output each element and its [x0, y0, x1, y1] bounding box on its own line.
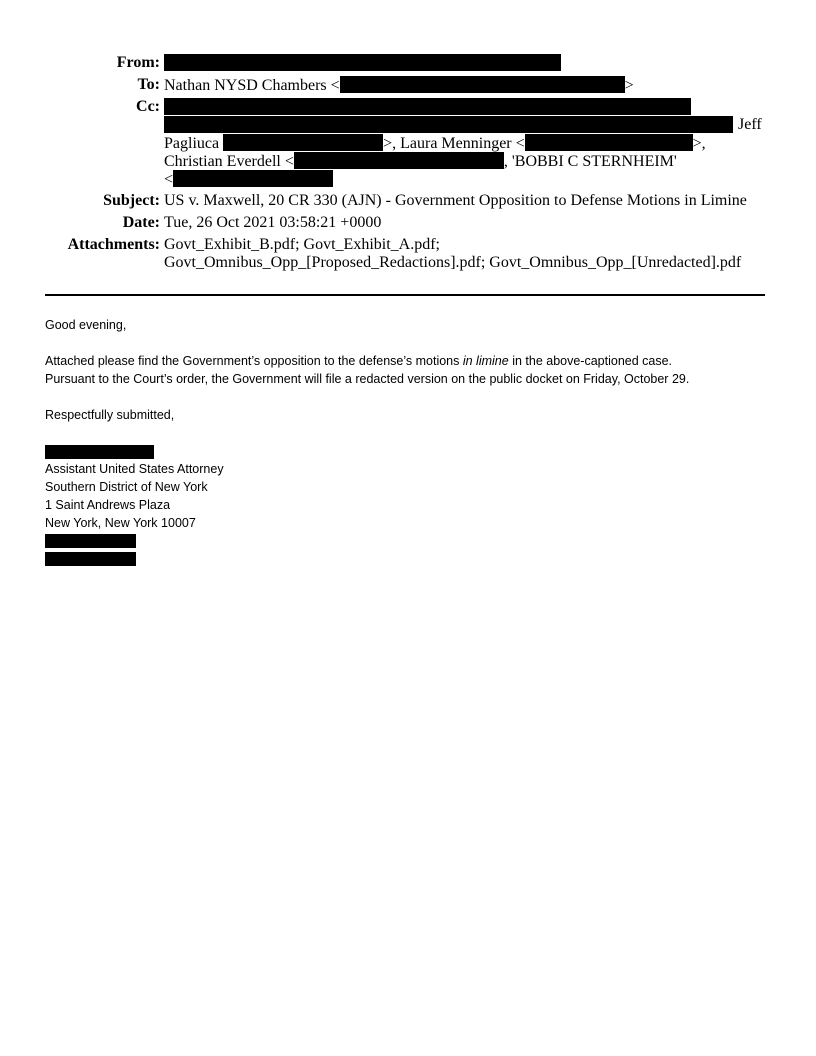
attachments-line1: Govt_Exhibit_B.pdf; Govt_Exhibit_A.pdf; [164, 236, 440, 253]
redacted-cc-line2 [164, 116, 733, 133]
redacted-bobbi-email [173, 170, 333, 187]
cc-pagliuca: Pagliuca [164, 135, 220, 152]
redacted-cc-line1 [164, 98, 691, 115]
header-divider [45, 294, 765, 296]
redacted-contact-2 [45, 552, 136, 566]
to-label: To: [137, 76, 160, 93]
cc-laura: >, Laura Menninger < [383, 135, 525, 152]
redacted-pagliuca-email [223, 134, 383, 151]
redacted-christian-email [294, 152, 504, 169]
body-paragraph-line2: Pursuant to the Court’s order, the Government will file a redacted version on the public docket on Friday, October 29. [45, 372, 690, 386]
date-value: Tue, 26 Oct 2021 03:58:21 +0000 [164, 214, 382, 231]
attachments-line2: Govt_Omnibus_Opp_[Proposed_Redactions].pdf; Govt_Omnibus_Opp_[Unredacted].pdf [164, 254, 742, 271]
from-label: From: [116, 54, 160, 71]
cc-label: Cc: [136, 98, 160, 115]
signature-title: Assistant United States Attorney [45, 462, 224, 476]
redacted-contact-1 [45, 534, 136, 548]
subject-label: Subject: [103, 192, 160, 209]
signature-address2: New York, New York 10007 [45, 516, 196, 530]
email-body [45, 316, 775, 424]
cc-bobbi: , 'BOBBI C STERNHEIM' [503, 153, 677, 170]
redacted-from [164, 54, 561, 71]
subject-value: US v. Maxwell, 20 CR 330 (AJN) - Government Opposition to Defense Motions in Limine [164, 192, 747, 209]
closing: Respectfully submitted, [45, 408, 175, 422]
redacted-to-email [340, 76, 625, 93]
date-label: Date: [122, 214, 160, 231]
signature-block [45, 460, 224, 532]
signature-address1: 1 Saint Andrews Plaza [45, 498, 171, 512]
to-close: > [624, 77, 634, 94]
redacted-laura-email [525, 134, 693, 151]
cc-jeff: Jeff [738, 116, 762, 133]
attachments-label: Attachments: [67, 236, 160, 253]
signature-office: Southern District of New York [45, 480, 208, 494]
cc-laura-close: >, [692, 135, 706, 152]
body-paragraph: Attached please find the Government’s opposition to the defense’s motions in limine in the above-captioned case. [45, 354, 673, 368]
to-value: Nathan NYSD Chambers < [164, 77, 340, 94]
greeting: Good evening, [45, 318, 127, 332]
cc-christian: Christian Everdell < [164, 153, 294, 170]
redacted-signer-name [45, 445, 154, 459]
in-limine-italic: in limine [462, 354, 509, 368]
cc-lt: < [164, 171, 174, 188]
